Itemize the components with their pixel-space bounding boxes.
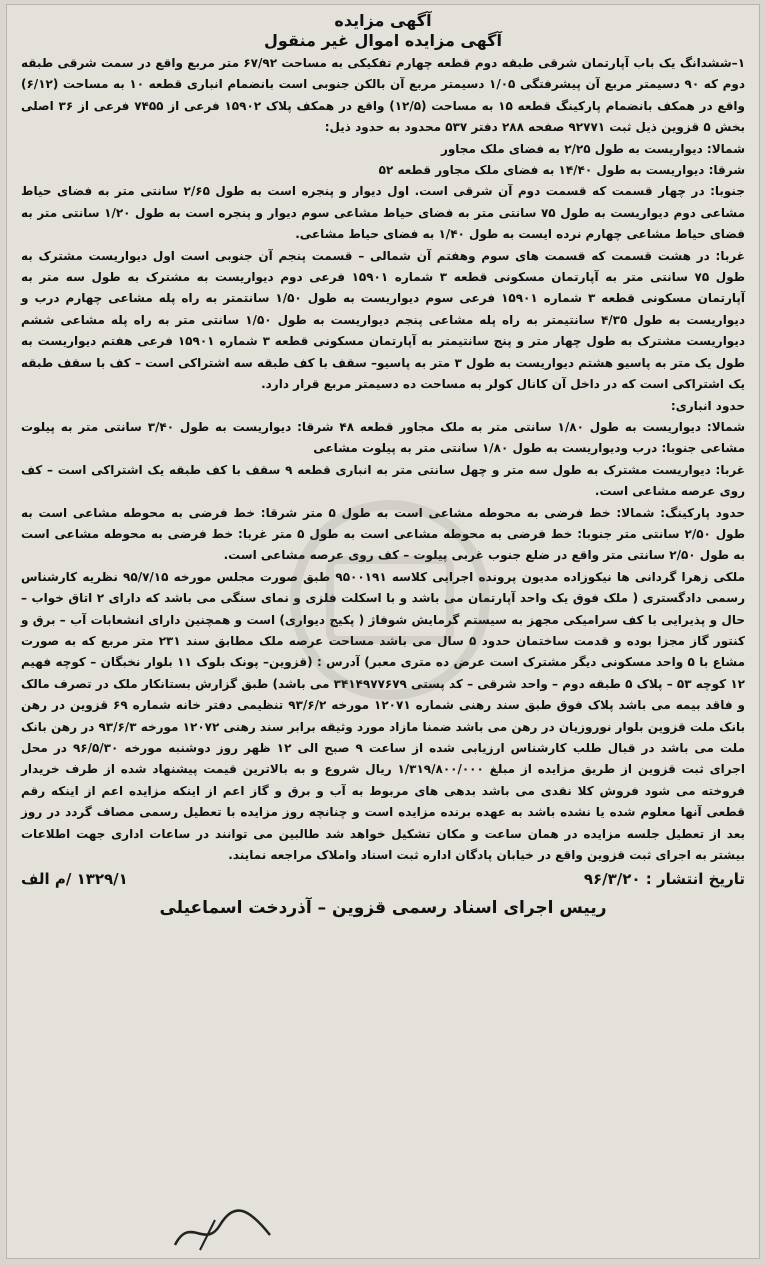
paragraph-parking-bounds: حدود پارکینگ: شمالا: خط فرضی به محوطه مشاعی است به طول ۵ متر شرقا: خط فرضی به محوطه مشاعی است به طول ۲/۵۰ سانتی متر جنوبا: خط فرضی به محوطه مشاعی است به طول ۵ متر غربا: خط فرضی به محوطه مشاعی است به طول ۲/۵۰ سانتی متر واقع در ضلع جنوب غربی پیلوت – کف روی عرصه مشاعی است.: [21, 505, 746, 563]
paragraph-storage-west: غربا: دیواریست مشترک به طول سه متر و چهل سانتی متر به انباری قطعه ۹ سقف با کف طبقه یک اشتراکی است – کف روی عرصه مشاعی است.: [21, 462, 746, 499]
notice-title: آگهی مزایده: [334, 11, 432, 30]
paragraph-storage-bounds: شمالا: دیواریست به طول ۱/۸۰ سانتی متر به ملک مجاور قطعه ۴۸ شرقا: دیواریست به طول ۳/۴۰ سانتی متر به پیلوت مشاعی جنوبا: درب ودیواریست به طول ۱/۸۰ سانتی متر به پیلوت مشاعی: [21, 419, 746, 456]
paragraph-auction-terms: ملکی زهرا گردانی ها نیکوزاده مدیون پرونده اجرایی کلاسه ۹۵۰۰۱۹۱ طبق صورت مجلس مورخه ۹۵/۷/۱۵ نظریه کارشناس رسمی دادگستری ( ملک فوق یک واحد آپارتمان می باشد و با اسکلت فلزی و نمای سنگی می باشد که دارای ۲ اتاق خواب – حال و پذیرایی با کف سرامیکی مجهز به سیستم گرمایش شوفاژ ( پکیج دیواری) است و همچنین دارای انشعابات آب – برق و کنتور گاز مجزا بوده و قدمت ساختمان حدود ۵ سال می باشد مساحت عرصه ملک مطابق سند ۲۳۱ متر مربع که به صورت مشاع با ۵ واحد مسکونی دیگر مشترک است عرض ده متری معبر) آدرس : (قزوین– پونک بلوک ۱۱ بلوار نخبگان – کوچه فهیم ۱۲ کوچه ۵۳ – پلاک ۵ طبقه دوم – واحد شرقی – کد پستی ۳۴۱۴۹۷۷۶۷۹ می باشد) طبق گزارش بستانکار ملک در تصرف مالک و فاقد بیمه می باشد پلاک فوق طبق سند رهنی شماره ۱۲۰۷۱ مورخه ۹۳/۶/۲ تنظیمی دفتر خانه شماره ۶۹ قزوین در رهن بانک ملت قزوین بلوار نوروزیان در رهن می باشد ضمنا مازاد مورد وثیقه برابر سند رهنی ۱۲۰۷۲ مورخه ۹۳/۶/۳ در رهن بانک ملت می باشد در قبال طلب کارشناس ارزیابی شده از ساعت ۹ صبح الی ۱۲ ظهر روز دوشنبه مورخه ۹۶/۵/۳۰ در محل اجرای ثبت قزوین از طریق مزایده از مبلغ ۱/۳۱۹/۸۰۰/۰۰۰ ریال شروع و به بالاترین قیمت پیشنهاد شده از طرف خریدار فروخته می شود فروش کلا نقدی می باشد بدهی های مربوط به آب و برق و گاز اعم از اینکه مزایده اعم از اینکه رقم قطعی آنها معلوم شده یا نشده باشد به عهده برنده مزایده است و چنانچه روز مزایده با تعطیل رسمی مصاف گردد در روز بعد از تعطیل جلسه مزایده در همان ساعت و مکان تشکیل خواهد شد طالبین می توانند در ساعات اداری جهت اطلاعات بیشتر به اجرای ثبت قزوین واقع در خیابان پادگان اداره ثبت اسناد واملاک مراجعه نمایند.: [21, 569, 746, 863]
signature-title: رییس اجرای اسناد رسمی قزوین – آذردخت اسماعیلی: [159, 898, 607, 919]
publish-date: تاریخ انتشار : ۹۶/۳/۲۰: [583, 870, 745, 889]
paragraph-property-description: ۱–ششدانگ یک باب آپارتمان شرقی طبقه دوم قطعه چهارم تفکیکی به مساحت ۶۷/۹۲ متر مربع واقع در سمت شرقی طبقه دوم که ۹۰ دسیمتر مربع آن پیشرفتگی ۱/۰۵ دسیمتر مربع آن بالکن جنوبی است بانضمام انباری قطعه ۱۰ به مساحت (۶/۱۲) واقع در همکف بانضمام پارکینگ قطعه ۱۵ به مساحت (۱۲/۵) واقع در همکف پلاک ۱۵۹۰۲ فرعی از ۷۴۵۵ فرعی از ۳۶ اصلی بخش ۵ قزوین ذیل ثبت ۹۲۷۷۱ صفحه ۲۸۸ دفتر ۵۳۷ محدود به حدود ذیل:: [21, 56, 746, 135]
paragraph-boundary-north: شمالا: دیواریست به طول ۲/۲۵ به فضای ملک مجاور: [440, 141, 745, 156]
paragraph-storage-heading: حدود انباری:: [670, 398, 745, 413]
notice-paper: [6, 4, 760, 1259]
handwritten-signature-icon: [170, 1205, 280, 1255]
notice-body: [21, 53, 745, 866]
reference-number: ۱۳۲۹/۱ /م الف: [21, 870, 128, 889]
paragraph-boundary-east: شرقا: دیواریست به طول ۱۴/۴۰ به فضای ملک مجاور قطعه ۵۲: [378, 163, 745, 178]
publish-info: [21, 870, 745, 888]
notice-subtitle: آگهی مزایده اموال غیر منقول: [264, 31, 502, 50]
paragraph-boundary-west: غربا: در هشت قسمت که قسمت های سوم وهفتم آن شمالی – قسمت پنجم آن جنوبی است اول دیواریست مشترک به طول ۷۵ سانتی متر به آپارتمان مسکونی قطعه ۳ شماره ۱۵۹۰۱ فرعی دوم دیواریست به مشترک به طول سه متر به آپارتمان مسکونی قطعه ۳ شماره ۱۵۹۰۱ فرعی سوم دیواریست به طول ۱/۵۰ سانتمتر به راه پله مشاعی چهارم درب و دیواریست به طول ۴/۳۵ سانتیمتر به راه پله مشاعی پنجم دیواریست به طول ۱/۵۰ سانتی متر به راه پله مشاعی ششم دیواریست مشترک به طول چهار متر و پنج سانتیمتر به آپارتمان مسکونی قطعه ۳ شماره ۱۵۹۰۱ فرعی هفتم دیواریست به طول یک متر به پاسیو هشتم دیواریست به طول ۳ متر به پاسیو– سقف با کف طبقه سه اشتراکی است – کف با سقف طبقه یک اشتراکی است که در داخل آن کانال کولر به مساحت ده دسیمتر مربع قرار دارد.: [21, 248, 746, 392]
paragraph-boundary-south: جنوبا: در چهار قسمت که قسمت دوم آن شرقی است. اول دیوار و پنجره است به طول ۲/۶۵ سانتی متر به فضای حیاط مشاعی دوم دیواریست به طول ۷۵ سانتی متر به فضای حیاط مشاعی سوم دیوار و پنجره است به طول ۱/۲۰ سانتی متر به فضای حیاط مشاعی چهارم نرده ایست به طول ۱/۴۰ به فضای حیاط مشاعی.: [21, 184, 745, 242]
